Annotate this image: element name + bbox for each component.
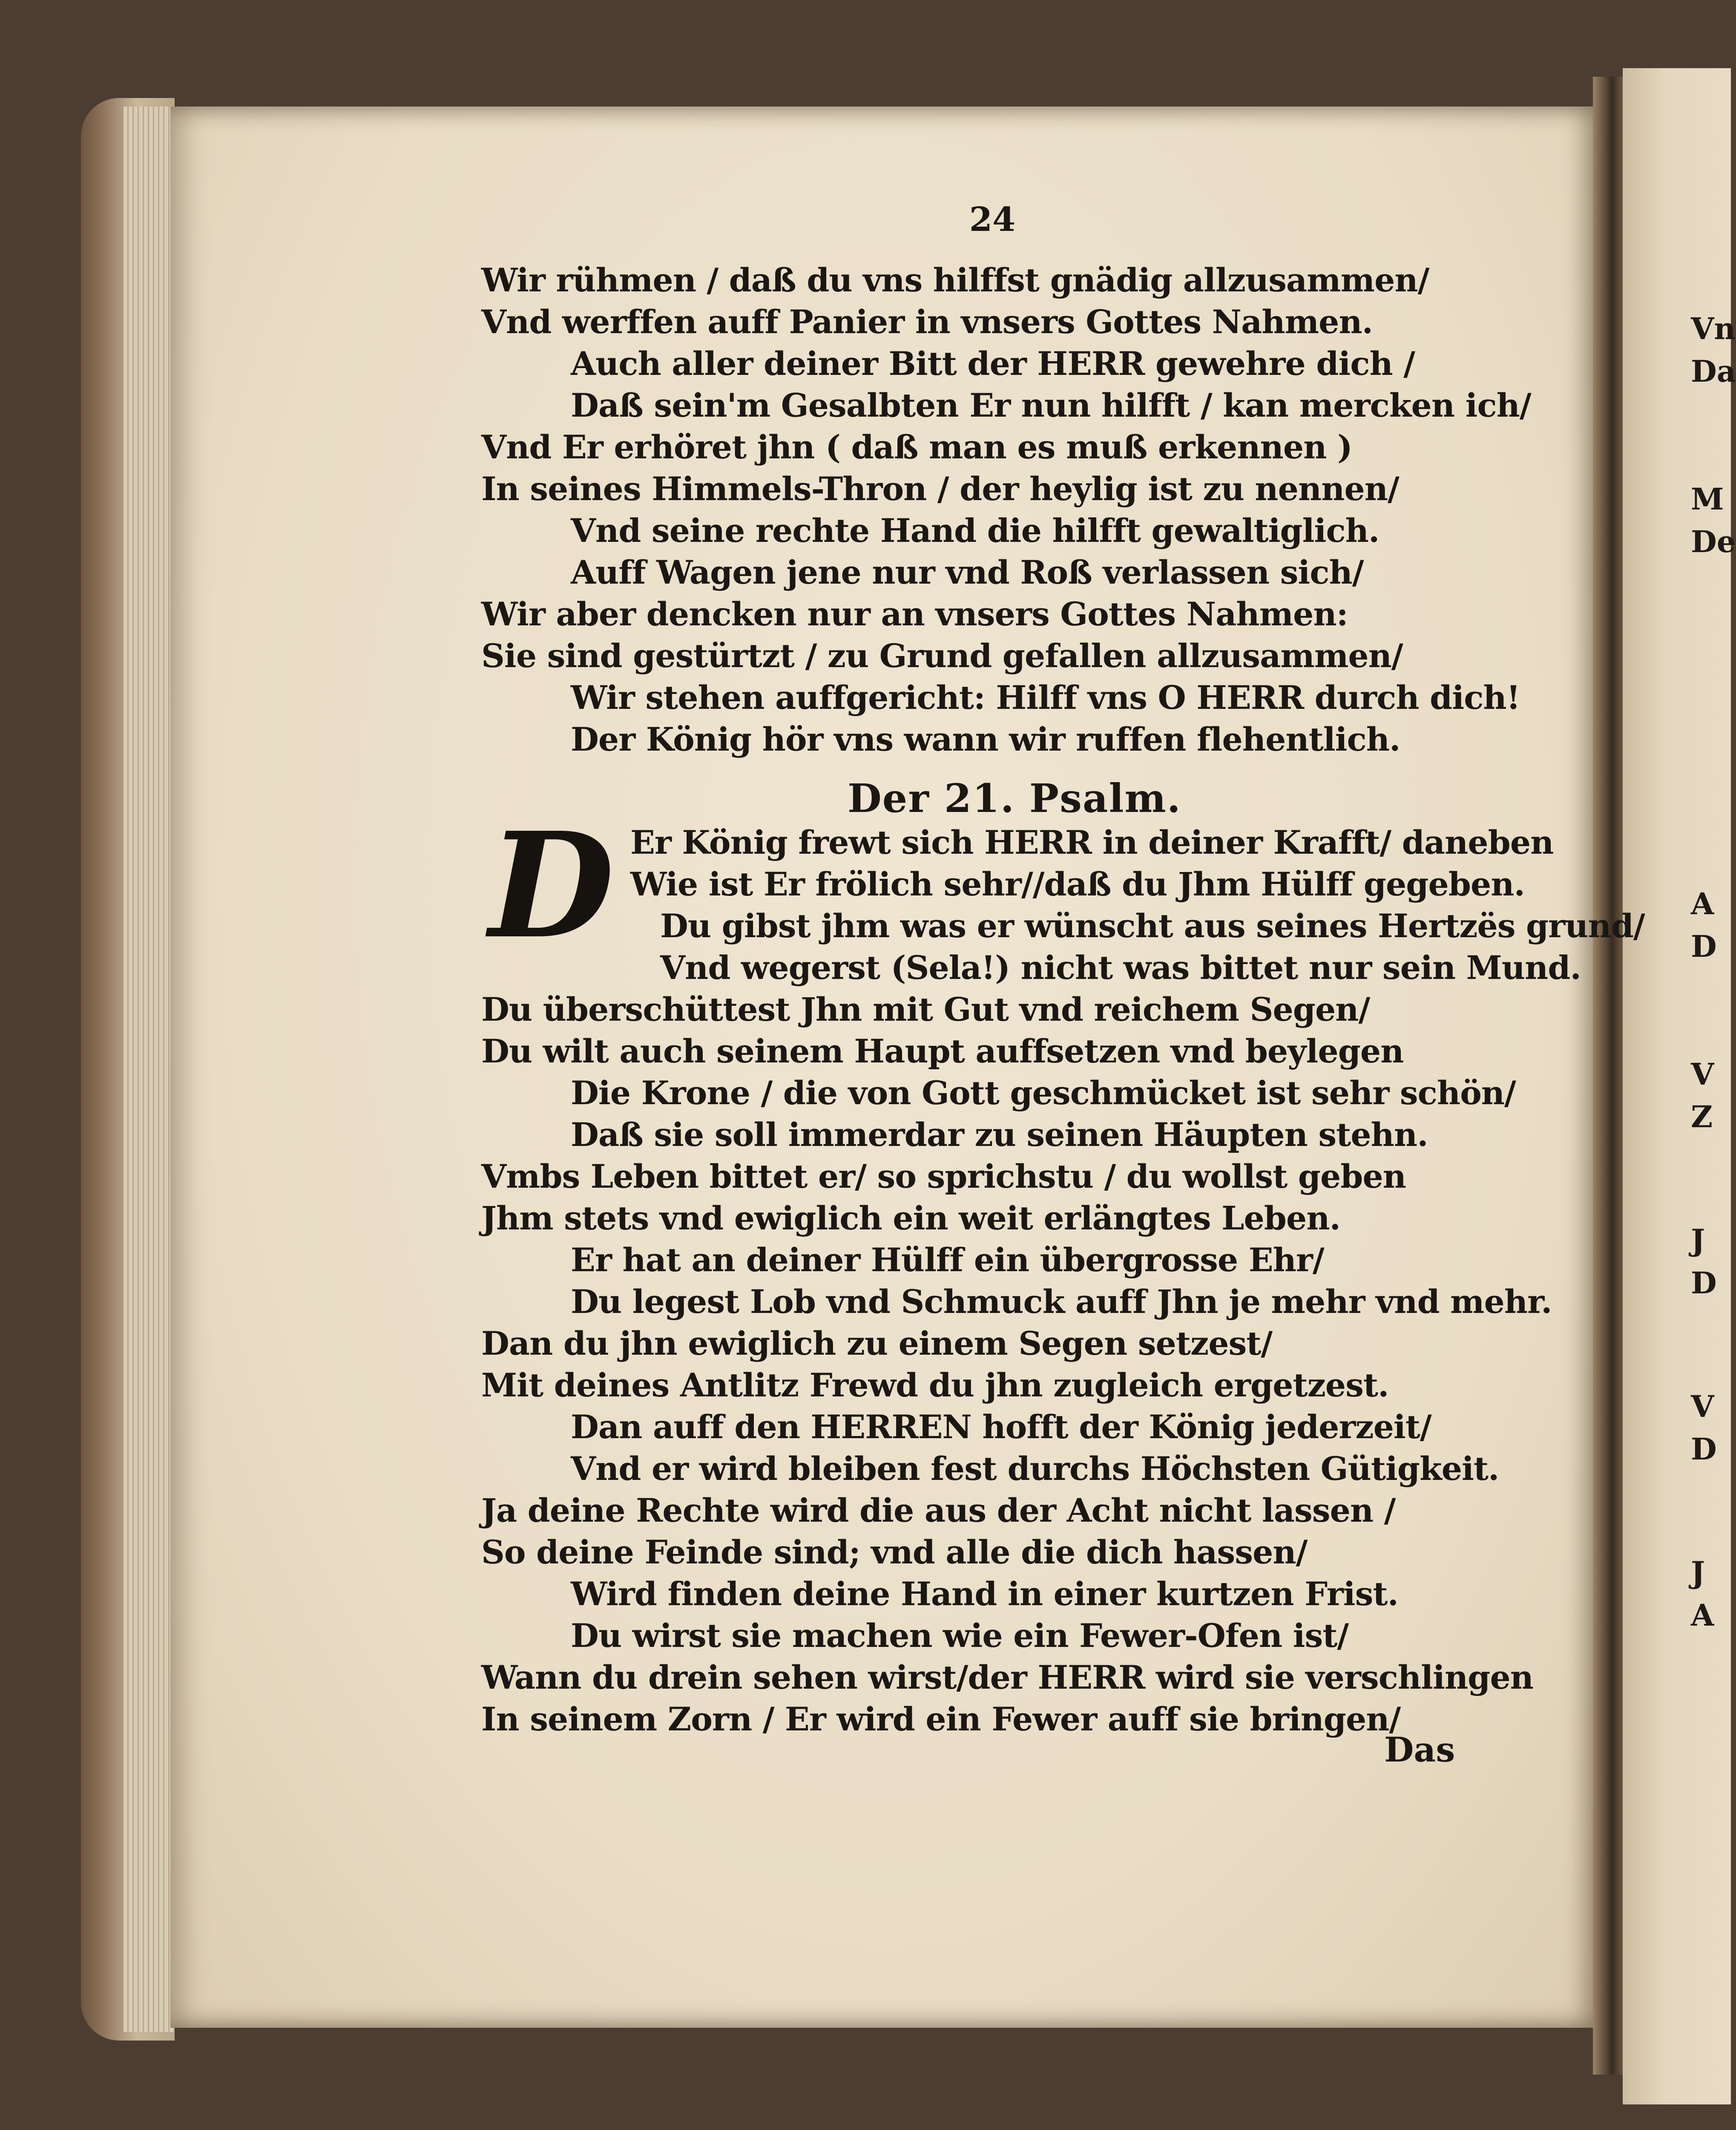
verse-line: Vnd wegerst (Sela!) nicht was bittet nur sein Mund. (660, 949, 1581, 987)
next-page-fragment: Vn (1691, 311, 1736, 346)
next-page-fragment: J (1691, 1223, 1705, 1258)
verse-line: Du legest Lob vnd Schmuck auff Jhn je mehr vnd mehr. (571, 1283, 1552, 1321)
verse-line: Dan du jhn ewiglich zu einem Segen setzest/ (481, 1324, 1273, 1362)
verse-line: So deine Feinde sind; vnd alle die dich hassen/ (481, 1533, 1308, 1571)
verse-line: Wird finden deine Hand in einer kurtzen Frist. (571, 1575, 1398, 1613)
verse-line: Vnd Er erhöret jhn ( daß man es muß erkennen ) (481, 428, 1352, 466)
next-page-fragment: Da (1691, 354, 1736, 389)
verse-line: Vnd werffen auff Panier in vnsers Gottes Nahmen. (481, 303, 1373, 341)
page-number: 24 (969, 200, 1016, 239)
verse-line: Er König frewt sich HERR in deiner Krafft/ daneben (630, 823, 1554, 861)
verse-line: Ja deine Rechte wird die aus der Acht nicht lassen / (481, 1491, 1396, 1529)
page-text (481, 200, 1645, 1819)
next-page-fragment: A (1691, 1598, 1714, 1633)
verse-line: Die Krone / die von Gott geschmücket ist sehr schön/ (571, 1074, 1516, 1112)
verse-line: Vmbs Leben bittet er/ so sprichstu / du wollst geben (481, 1157, 1406, 1195)
verse-line: In seinem Zorn / Er wird ein Fewer auff sie bringen/ (481, 1700, 1401, 1738)
next-page-fragment: Z (1691, 1099, 1713, 1134)
catchword: Das (1384, 1730, 1455, 1770)
verse-line: Daß sein'm Gesalbten Er nun hilfft / kan mercken ich/ (571, 386, 1531, 424)
verse-line: Wann du drein sehen wirst/der HERR wird sie verschlingen (481, 1658, 1533, 1696)
next-page-fragment: D (1691, 1431, 1717, 1467)
verse-line: Wir stehen auffgericht: Hilff vns O HERR durch dich! (571, 679, 1520, 717)
verse-line: Vnd seine rechte Hand die hilfft gewaltiglich. (571, 512, 1380, 550)
next-page-fragment: A (1691, 886, 1714, 921)
next-page-fragment: D (1691, 929, 1717, 964)
next-page-fragment: V (1691, 1389, 1714, 1424)
verse-line: Wir aber dencken nur an vnsers Gottes Nahmen: (481, 595, 1348, 633)
drop-cap: D (489, 801, 615, 971)
verse-line: Du wirst sie machen wie ein Fewer-Ofen ist/ (571, 1617, 1349, 1655)
verse-line: In seines Himmels-Thron / der heylig ist zu nennen/ (481, 470, 1399, 508)
page-edges (124, 106, 175, 2032)
psalm-heading: Der 21. Psalm. (848, 775, 1181, 821)
verse-line: Vnd er wird bleiben fest durchs Höchsten Gütigkeit. (571, 1450, 1499, 1488)
verse-line: Der König hör vns wann wir ruffen flehentlich. (571, 720, 1400, 758)
verse-line: Sie sind gestürtzt / zu Grund gefallen allzusammen/ (481, 637, 1403, 675)
verse-line: Jhm stets vnd ewiglich ein weit erlängtes Leben. (481, 1199, 1340, 1237)
verse-line: Daß sie soll immerdar zu seinen Häupten stehn. (571, 1116, 1428, 1154)
verse-line: Dan auff den HERREN hofft der König jederzeit/ (571, 1408, 1431, 1446)
next-page-fragment: D (1691, 1265, 1717, 1301)
verse-line: Du überschüttest Jhn mit Gut vnd reichem Segen/ (481, 990, 1370, 1028)
verse-line: Mit deines Antlitz Frewd du jhn zugleich ergetzest. (481, 1366, 1389, 1404)
verse-line: Du wilt auch seinem Haupt auffsetzen vnd beylegen (481, 1032, 1404, 1070)
verse-line: Auff Wagen jene nur vnd Roß verlassen sich/ (571, 553, 1364, 591)
verse-line: Wie ist Er frölich sehr//daß du Jhm Hülff gegeben. (630, 865, 1525, 903)
verse-line: Er hat an deiner Hülff ein übergrosse Ehr/ (571, 1241, 1324, 1279)
next-page-fragment: M (1691, 481, 1724, 517)
verse-line: Du gibst jhm was er wünscht aus seines Hertzës grund/ (660, 907, 1645, 945)
verse-line: Wir rühmen / daß du vns hilffst gnädig allzusammen/ (481, 261, 1429, 299)
next-page-fragment: J (1691, 1555, 1705, 1590)
next-page-fragment: De (1691, 524, 1736, 559)
next-page-fragment: V (1691, 1056, 1714, 1092)
verse-line: Auch aller deiner Bitt der HERR gewehre dich / (571, 345, 1415, 383)
